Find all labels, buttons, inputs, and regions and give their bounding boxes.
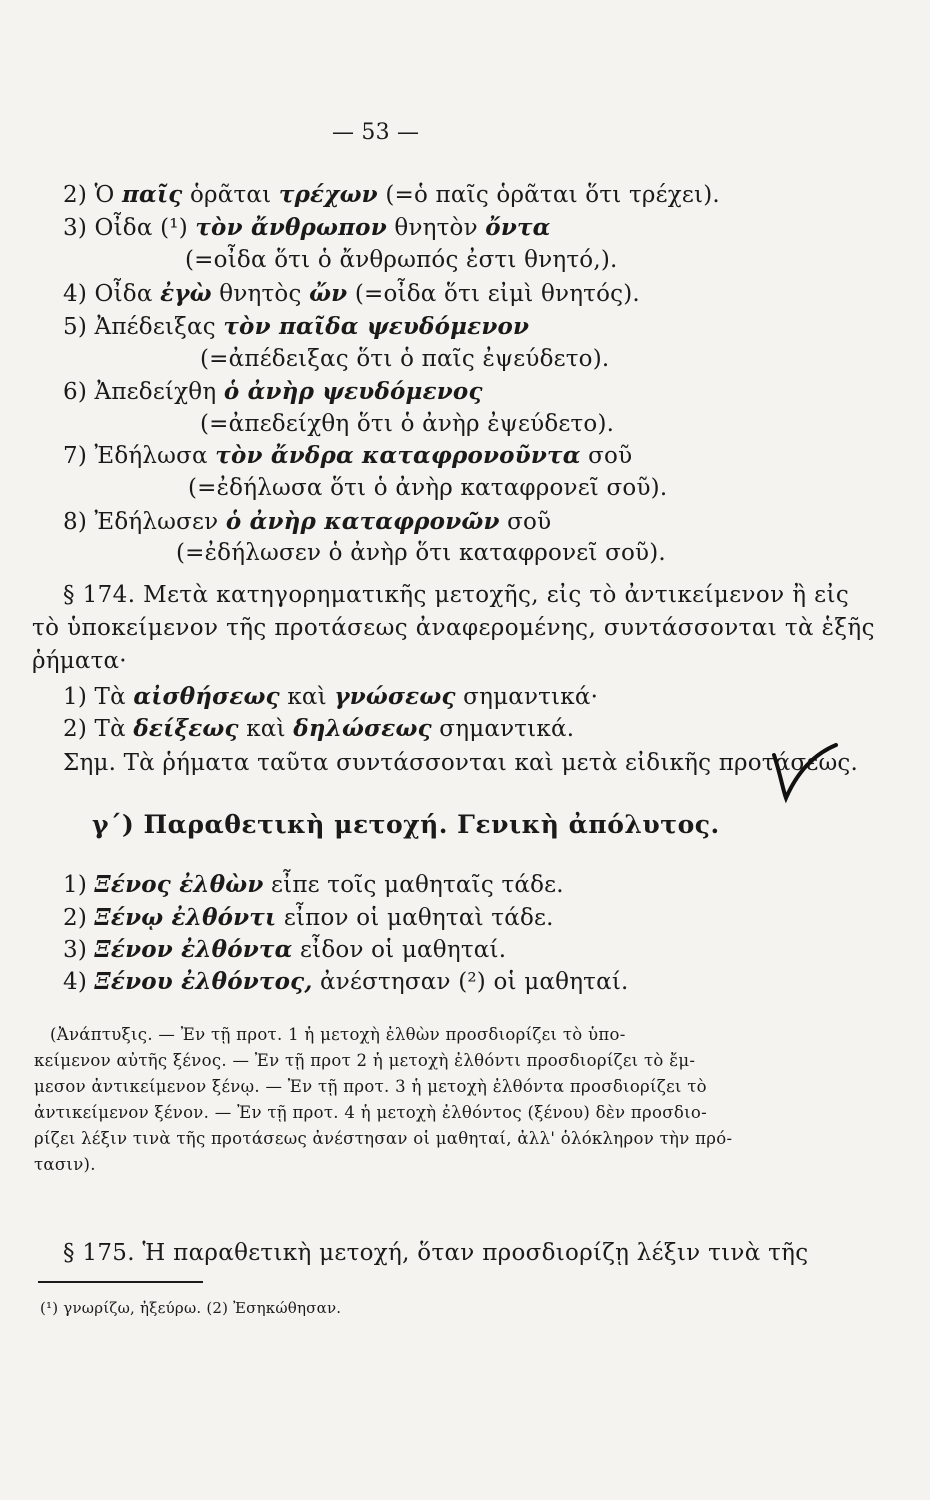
emphasized-phrase: ἐγὼ: [160, 280, 212, 307]
text-run: εἶπον οἱ μαθηταὶ τάδε.: [276, 905, 554, 931]
item-number: 5): [63, 314, 95, 340]
analysis-line: (Ἀνάπτυξις. — Ἐν τῇ προτ. 1 ἡ μετοχὴ ἐλθὼν προσδιορίζει τὸ ὑπο-: [50, 1025, 626, 1044]
item-number: 2): [63, 182, 95, 208]
text-run: καὶ: [238, 716, 294, 742]
footnotes: (¹) γνωρίζω, ἠξεύρω. (2) Ἐσηκώθησαν.: [40, 1299, 342, 1317]
text-run: Ὁ: [94, 182, 123, 208]
emphasized-phrase: Ξένον ἐλθόντα: [94, 936, 293, 963]
text-run: καὶ: [279, 684, 335, 710]
gamma-example-line: [63, 935, 506, 965]
text-run: Ἀπεδείχθη: [94, 379, 224, 405]
emphasized-phrase: Ξένου ἐλθόντος,: [94, 968, 313, 995]
example-paraphrase: (=ἀπέδειξας ὅτι ὁ παῖς ἐψεύδετο).: [200, 346, 610, 372]
emphasized-phrase: ὁ ἀνὴρ ψευδόμενος: [223, 378, 483, 405]
text-run: (=ὁ παῖς ὁρᾶται ὅτι τρέχει).: [377, 182, 720, 208]
emphasized-phrase: ὄντα: [485, 214, 551, 241]
example-line: [63, 377, 483, 407]
emphasized-phrase: δείξεως: [133, 715, 239, 742]
example-paraphrase: (=ἀπεδείχθη ὅτι ὁ ἀνὴρ ἐψεύδετο).: [200, 411, 615, 437]
analysis-line: ρίζει λέξιν τινὰ τῆς προτάσεως ἀνέστησαν οἱ μαθηταί, ἀλλ' ὁλόκληρον τὴν πρό-: [34, 1129, 733, 1148]
text-run: σοῦ: [580, 443, 633, 469]
footnote-rule: [38, 1281, 203, 1283]
emphasized-phrase: ὁ ἀνὴρ καταφρονῶν: [225, 508, 500, 535]
text-run: εἶπε τοῖς μαθηταῖς τάδε.: [263, 872, 564, 898]
section-174-item: [63, 682, 598, 712]
example-line: [63, 180, 720, 210]
text-run: ὁρᾶται: [182, 182, 279, 208]
example-line: [63, 312, 529, 342]
example-paraphrase: (=οἶδα ὅτι ὁ ἄνθρωπός ἐστι θνητό,).: [185, 247, 618, 273]
section-175-line: § 175. Ἡ παραθετικὴ μετοχή, ὅταν προσδιορίζῃ λέξιν τινὰ τῆς: [63, 1240, 809, 1266]
item-number: 7): [63, 443, 95, 469]
gamma-example-line: [63, 870, 564, 900]
text-run: (=οἶδα ὅτι εἰμὶ θνητός).: [347, 281, 640, 307]
text-run: θνητὸς: [211, 281, 310, 307]
item-number: 2): [63, 716, 95, 742]
section-174-note: Σημ. Τὰ ῥήματα ταῦτα συντάσσονται καὶ μετὰ εἰδικῆς προτάσεως.: [63, 750, 858, 776]
gamma-example-line: [63, 967, 629, 997]
text-run: Οἶδα: [94, 281, 161, 307]
example-paraphrase: (=ἐδήλωσεν ὁ ἀνὴρ ὅτι καταφρονεῖ σοῦ).: [176, 540, 666, 566]
emphasized-phrase: αἰσθήσεως: [133, 683, 280, 710]
text-run: Ἐδήλωσα: [94, 443, 216, 469]
analysis-line: ἀντικείμενον ξένον. — Ἐν τῇ προτ. 4 ἡ μετοχὴ ἐλθόντος (ξένου) δὲν προσδιο-: [34, 1103, 707, 1122]
example-line: [63, 213, 551, 243]
emphasized-phrase: Ξένῳ ἐλθόντι: [94, 904, 277, 931]
example-line: [63, 507, 551, 537]
emphasized-phrase: παῖς: [122, 181, 183, 208]
emphasized-phrase: δηλώσεως: [293, 715, 432, 742]
item-number: 3): [63, 937, 95, 963]
example-paraphrase: (=ἐδήλωσα ὅτι ὁ ἀνὴρ καταφρονεῖ σοῦ).: [188, 475, 668, 501]
text-run: εἶδον οἱ μαθηταί.: [292, 937, 507, 963]
analysis-line: μεσον ἀντικείμενον ξένῳ. — Ἐν τῇ προτ. 3 ἡ μετοχὴ ἐλθόντα προσδιορίζει τὸ: [34, 1077, 707, 1096]
analysis-line: κείμενον αὐτῆς ξένος. — Ἐν τῇ προτ 2 ἡ μετοχὴ ἐλθόντι προσδιορίζει τὸ ἔμ-: [34, 1051, 696, 1070]
text-run: σημαντικά·: [455, 684, 599, 710]
emphasized-phrase: ὤν: [309, 280, 348, 307]
item-number: 4): [63, 281, 95, 307]
example-line: [63, 441, 632, 471]
text-run: σοῦ: [499, 509, 552, 535]
text-run: Ἐδήλωσεν: [94, 509, 226, 535]
section-heading-gamma: γ΄) Παραθετικὴ μετοχή. Γενικὴ ἀπόλυτος.: [92, 810, 720, 839]
emphasized-phrase: Ξένος ἐλθὼν: [94, 871, 264, 898]
item-number: 6): [63, 379, 95, 405]
section-174-line-1: § 174. Μετὰ κατηγορηματικῆς μετοχῆς, εἰς τὸ ἀντικείμενον ἢ εἰς: [63, 582, 850, 608]
section-174-item: [63, 714, 574, 744]
item-number: 1): [63, 872, 95, 898]
page-number: — 53 —: [332, 120, 420, 145]
emphasized-phrase: γνώσεως: [334, 683, 456, 710]
section-174-line-3: ῥήματα·: [32, 648, 127, 674]
emphasized-phrase: τὸν ἄνδρα καταφρονοῦντα: [215, 442, 581, 469]
item-number: 2): [63, 905, 95, 931]
text-run: Τὰ: [94, 684, 134, 710]
emphasized-phrase: τὸν παῖδα ψευδόμενον: [223, 313, 530, 340]
text-run: θνητὸν: [386, 215, 486, 241]
gamma-example-line: [63, 903, 554, 933]
section-174-line-2: τὸ ὑποκείμενον τῆς προτάσεως ἀναφερομένης, συντάσσονται τὰ ἑξῆς: [32, 615, 875, 641]
item-number: 8): [63, 509, 95, 535]
text-run: σημαντικά.: [431, 716, 575, 742]
handwritten-check-mark: [770, 735, 840, 805]
item-number: 4): [63, 969, 95, 995]
emphasized-phrase: τὸν ἄνθρωπον: [195, 214, 387, 241]
example-line: [63, 279, 640, 309]
item-number: 3): [63, 215, 95, 241]
emphasized-phrase: τρέχων: [278, 181, 378, 208]
analysis-line: τασιν).: [34, 1155, 96, 1174]
text-run: ἀνέστησαν (²) οἱ μαθηταί.: [312, 969, 629, 995]
item-number: 1): [63, 684, 95, 710]
text-run: Οἶδα (¹): [94, 215, 196, 241]
text-run: Ἀπέδειξας: [94, 314, 224, 340]
text-run: Τὰ: [94, 716, 134, 742]
